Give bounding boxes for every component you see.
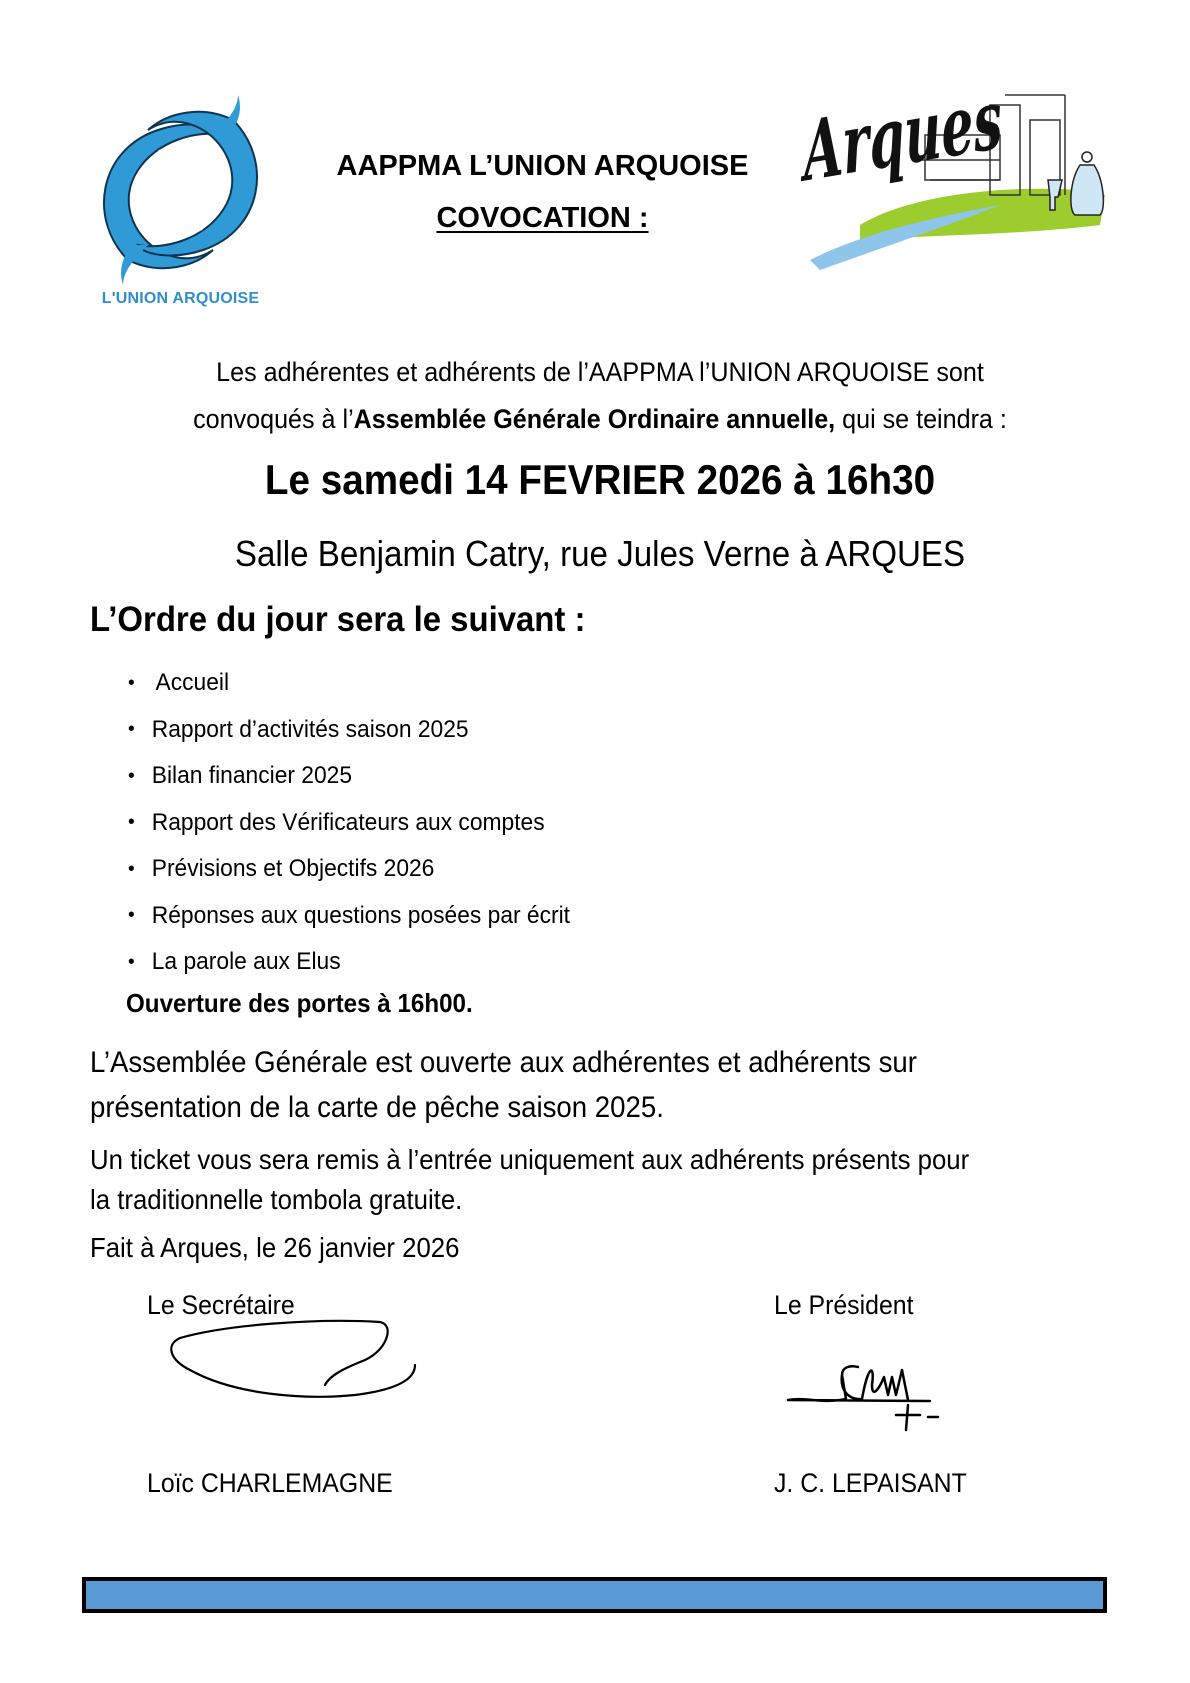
bullet-icon: •: [128, 811, 135, 834]
event-date: Le samedi 14 FEVRIER 2026 à 16h30: [264, 456, 936, 503]
arques-wordmark: Arques: [800, 71, 1005, 201]
access-line-1: L’Assemblée Générale est ouverte aux adhérentes et adhérents sur: [90, 1046, 917, 1079]
arques-logo: [800, 71, 1120, 295]
agenda-item: [128, 893, 570, 940]
president-signature: [780, 1355, 990, 1445]
agenda-item-text: Réponses aux questions posées par écrit: [151, 901, 571, 929]
agenda-item-text: Prévisions et Objectifs 2026: [151, 855, 435, 883]
agenda-title: L’Ordre du jour sera le suivant :: [90, 600, 586, 639]
agenda-item: [128, 753, 570, 800]
access-paragraph: [90, 1040, 1056, 1130]
agenda-item-text: Rapport des Vérificateurs aux comptes: [151, 808, 545, 836]
agenda-item: [128, 800, 570, 847]
event-venue: Salle Benjamin Catry, rue Jules Verne à ARQUES: [234, 533, 966, 574]
agenda-item-text: Rapport d’activités saison 2025: [151, 715, 469, 743]
place-and-date: Fait à Arques, le 26 janvier 2026: [90, 1232, 460, 1263]
union-arquoise-logo: [88, 90, 273, 315]
intro-assembly-name: Assemblée Générale Ordinaire annuelle,: [353, 404, 836, 434]
ticket-paragraph: [90, 1140, 1102, 1220]
secretary-signature: [165, 1310, 455, 1410]
agenda-item-text: La parole aux Elus: [151, 948, 341, 976]
bullet-icon: •: [128, 764, 135, 787]
agenda-item: [128, 660, 570, 707]
bullet-icon: •: [128, 671, 135, 694]
agenda-item: [128, 939, 570, 986]
intro-line-2-prefix: convoqués à l’: [193, 404, 354, 434]
president-name: J. C. LEPAISANT: [774, 1468, 967, 1498]
fish-logo-icon: [88, 90, 273, 290]
logo-left-caption: L'UNION ARQUOISE: [101, 290, 260, 307]
agenda-item: [128, 846, 570, 893]
agenda-item-text: Bilan financier 2025: [151, 762, 353, 790]
agenda-item: [128, 707, 570, 754]
org-title: AAPPMA L’UNION ARQUOISE: [336, 150, 749, 182]
document-type-heading: [300, 202, 785, 235]
secretary-name: Loïc CHARLEMAGNE: [147, 1468, 393, 1498]
bullet-icon: •: [128, 950, 135, 973]
secretary-label: Le Secrétaire: [147, 1290, 295, 1320]
agenda-list: [128, 660, 593, 986]
ticket-line-1: Un ticket vous sera remis à l’entrée uniquement aux adhérents présents pour: [90, 1144, 970, 1175]
intro-line-2-suffix: qui se teindra :: [835, 404, 1007, 434]
intro-line-2: [135, 396, 1065, 443]
footer-bar: [82, 1577, 1107, 1613]
ticket-line-2: la traditionnelle tombola gratuite.: [90, 1184, 463, 1215]
president-label: Le Président: [774, 1290, 914, 1320]
intro-line-1: Les adhérentes et adhérents de l’AAPPMA l’UNION ARQUOISE sont: [216, 357, 984, 387]
bullet-icon: •: [128, 904, 135, 927]
bullet-icon: •: [128, 718, 135, 741]
access-line-2: présentation de la carte de pêche saison 2025.: [90, 1091, 664, 1124]
document-type-text: COVOCATION :: [436, 202, 649, 234]
intro-paragraph: [135, 349, 1065, 443]
bullet-icon: •: [128, 857, 135, 880]
agenda-item-text: Accueil: [155, 669, 230, 697]
doors-opening: Ouverture des portes à 16h00.: [126, 988, 473, 1018]
